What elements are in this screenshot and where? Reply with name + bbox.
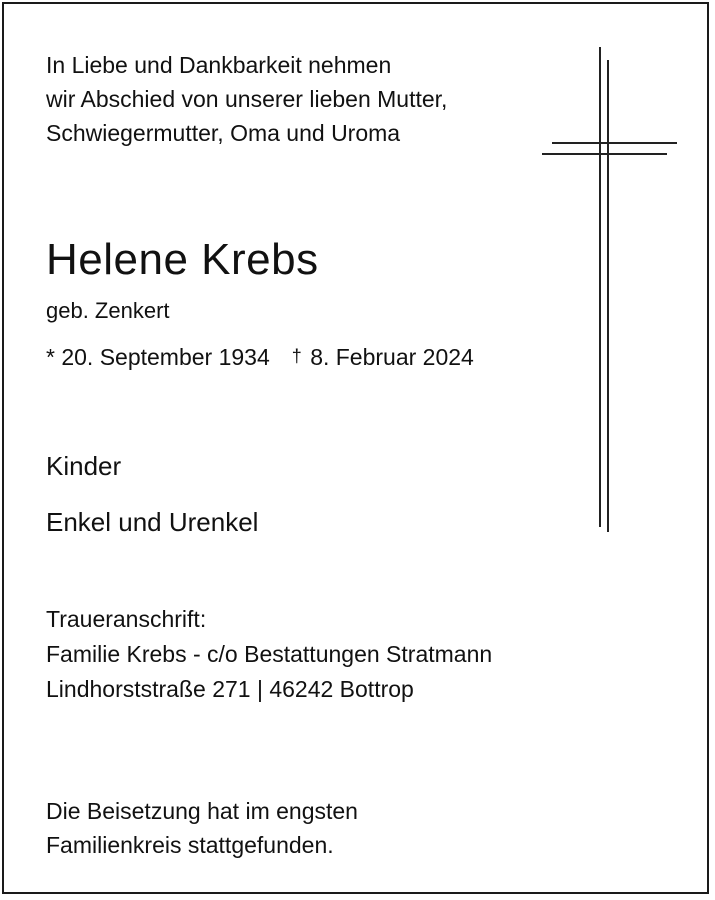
mourners-children: Kinder (46, 451, 122, 481)
closing-line-1: Die Beisetzung hat im engsten (46, 798, 358, 824)
notice-frame (2, 2, 709, 894)
intro-line-1: In Liebe und Dankbarkeit nehmen (46, 52, 392, 78)
address-label: Traueranschrift: (46, 606, 207, 632)
address-line-1: Familie Krebs - c/o Bestattungen Stratmann (46, 641, 493, 667)
mourners-grandchildren: Enkel und Urenkel (46, 507, 259, 537)
condolence-address (46, 602, 492, 707)
death-date-group (292, 344, 474, 370)
death-date: 8. Februar 2024 (310, 344, 474, 370)
closing-line-2: Familienkreis stattgefunden. (46, 832, 334, 858)
intro-line-3: Schwiegermutter, Oma und Uroma (46, 120, 401, 146)
dagger-icon: † (291, 346, 302, 366)
address-line-2: Lindhorststraße 271 | 46242 Bottrop (46, 676, 414, 702)
birth-date: * 20. September 1934 (46, 344, 270, 370)
intro-line-2: wir Abschied von unserer lieben Mutter, (46, 86, 448, 112)
intro-text (46, 48, 447, 150)
maiden-name: geb. Zenkert (46, 298, 170, 323)
cross-icon (534, 42, 684, 537)
life-dates (46, 342, 474, 374)
deceased-name: Helene Krebs (46, 235, 319, 284)
burial-note (46, 794, 358, 862)
